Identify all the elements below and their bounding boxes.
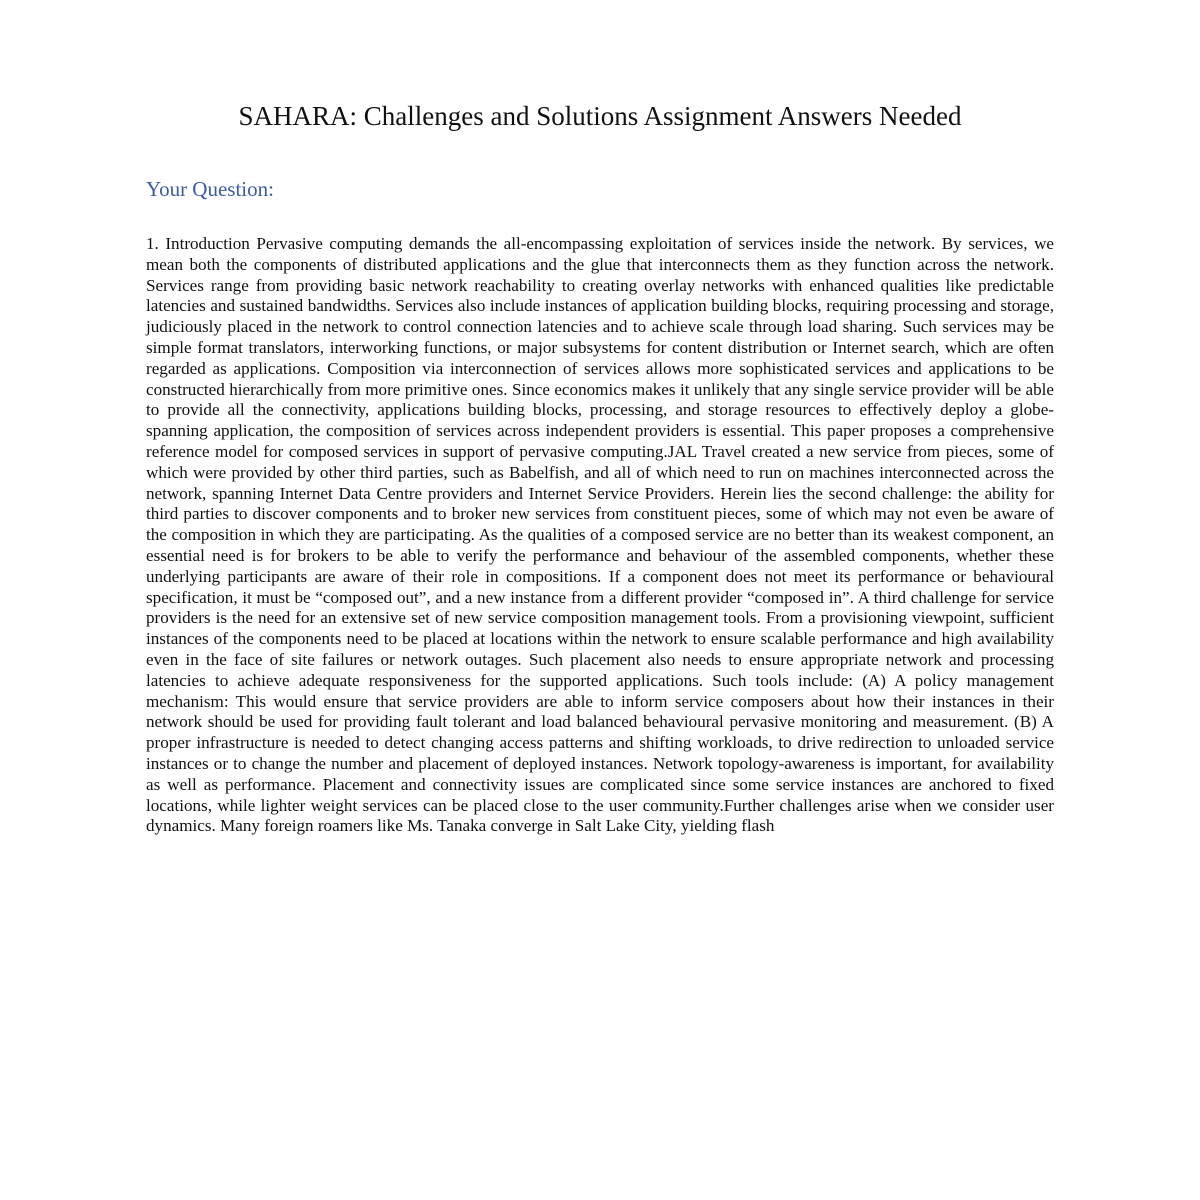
document-title: SAHARA: Challenges and Solutions Assignment Answers Needed (238, 101, 962, 131)
question-heading: Your Question: (146, 177, 274, 201)
question-body-paragraph: 1. Introduction Pervasive computing demands the all-encompassing exploitation of services inside the network. By services, we mean both the components of distributed applications and the glue that interconnects them as they function across the network. Services range from providing basic network reachability to creating overlay networks with enhanced qualities like predictable latencies and sustained bandwidths. Services also include instances of application building blocks, requiring processing and storage, judiciously placed in the network to control connection latencies and to achieve scale through load sharing. Such services may be simple format translators, interworking functions, or major subsystems for content distribution or Internet search, which are often regarded as applications. Composition via interconnection of services allows more sophisticated services and applications to be constructed hierarchically from more primitive ones. Since economics makes it unlikely that any single service provider will be able to provide all the connectivity, applications building blocks, processing, and storage resources to effectively deploy a globe-spanning application, the composition of services across independent providers is essential. This paper proposes a comprehensive reference model for composed services in support of pervasive computing.JAL Travel created a new service from pieces, some of which were provided by other third parties, such as Babelfish, and all of which need to run on machines interconnected across the network, spanning Internet Data Centre providers and Internet Service Providers. Herein lies the second challenge: the ability for third parties to discover components and to broker new services from constituent pieces, some of which may not even be aware of the composition in which they are participating. As the qualities of a composed service are no better than its weakest component, an essential need is for brokers to be able to verify the performance and behaviour of the assembled components, whether these underlying participants are aware of their role in compositions. If a component does not meet its performance or behavioural specification, it must be “composed out”, and a new instance from a different provider “composed in”. A third challenge for service providers is the need for an extensive set of new service composition management tools. From a provisioning viewpoint, sufficient instances of the components need to be placed at locations within the network to ensure scalable performance and high availability even in the face of site failures or network outages. Such placement also needs to ensure appropriate network and processing latencies to achieve adequate responsiveness for the supported applications. Such tools include: (A) A policy management mechanism: This would ensure that service providers are able to inform service composers about how their instances in their network should be used for providing fault tolerant and load balanced behavioural pervasive monitoring and measurement. (B) A proper infrastructure is needed to detect changing access patterns and shifting workloads, to drive redirection to unloaded service instances or to change the number and placement of deployed instances. Network topology-awareness is important, for availability as well as performance. Placement and connectivity issues are complicated since some service instances are anchored to fixed locations, while lighter weight services can be placed close to the user community.Further challenges arise when we consider user dynamics. Many foreign roamers like Ms. Tanaka converge in Salt Lake City, yielding flash (146, 234, 1054, 836)
